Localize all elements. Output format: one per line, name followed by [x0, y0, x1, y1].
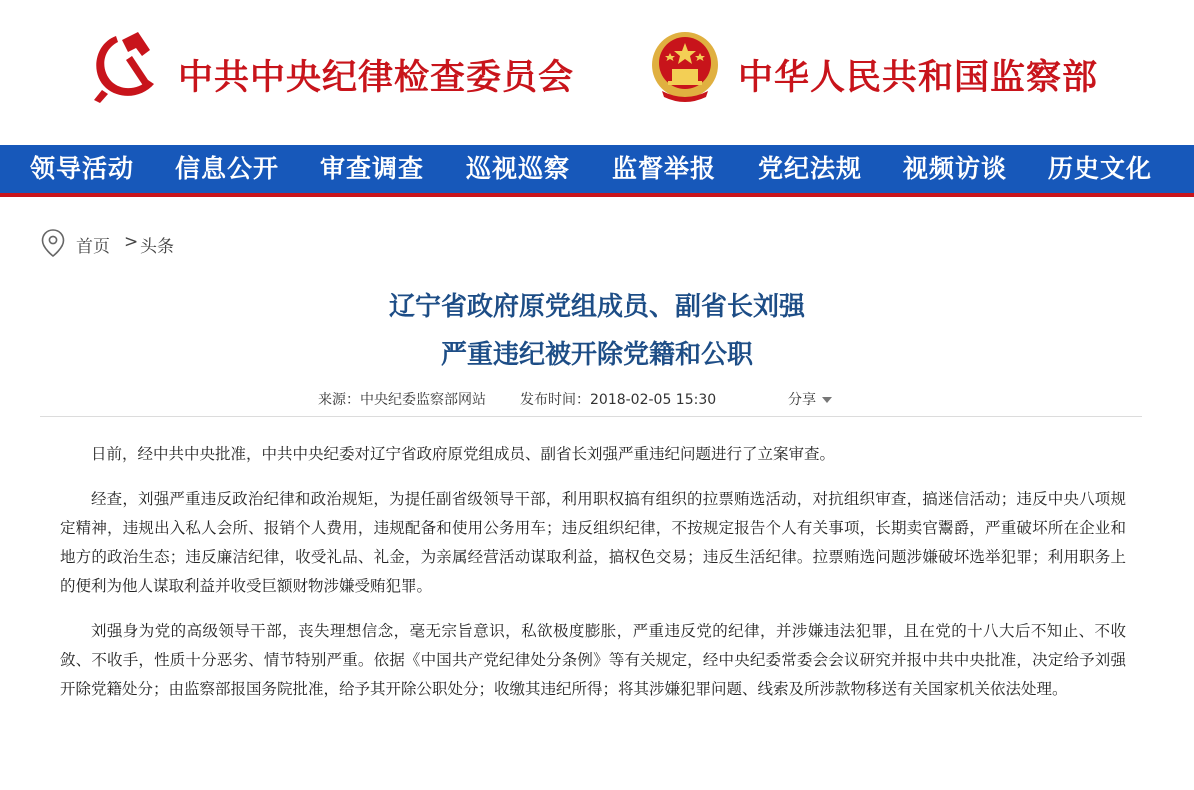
- article-paragraph: 刘强身为党的高级领导干部，丧失理想信念，毫无宗旨意识，私欲极度膨胀，严重违反党的纪律，并涉嫌违法犯罪，且在党的十八大后不知止、不收敛、不收手，性质十分恶劣、情节特别严重。依据《中国共产党纪律处分条例》等有关规定，经中央纪委常委会会议研究并报中共中央批准，决定给予刘强开除党籍处分；由监察部报国务院批准，给予其开除公职处分；收缴其违纪所得；将其涉嫌犯罪问题、线索及所涉款物移送有关国家机关依法处理。: [60, 622, 1126, 698]
- nav-item-info-disclosure[interactable]: 信息公开: [175, 154, 280, 183]
- article-paragraph: 日前，经中共中央批准，中共中央纪委对辽宁省政府原党组成员、副省长刘强严重违纪问题进行了立案审查。: [91, 445, 836, 463]
- nav-item-supervision-report[interactable]: 监督举报: [612, 154, 717, 183]
- article-body: [60, 440, 1126, 720]
- nav-item-inspection[interactable]: 巡视巡察: [466, 154, 571, 183]
- hammer-sickle-icon[interactable]: [88, 28, 162, 104]
- divider: [40, 416, 1142, 417]
- article-paragraph: 经查，刘强严重违反政治纪律和政治规矩，为提任副省级领导干部，利用职权搞有组织的拉票贿选活动，对抗组织审查，搞迷信活动；违反中央八项规定精神，违规出入私人会所、报销个人费用，违规配备和使用公务用车；违反组织纪律，不按规定报告个人有关事项，长期卖官鬻爵，严重破坏所在企业和地方的政治生态；违反廉洁纪律，收受礼品、礼金，为亲属经营活动谋取利益，搞权色交易；违反生活纪律。拉票贿选问题涉嫌破坏选举犯罪；利用职务上的便利为他人谋取利益并收受巨额财物涉嫌受贿犯罪。: [60, 490, 1126, 595]
- main-nav: [0, 145, 1194, 197]
- article-source: 来源：中央纪委监察部网站: [318, 392, 486, 408]
- breadcrumb-home-link[interactable]: 首页: [76, 237, 110, 257]
- nav-item-video-interviews[interactable]: 视频访谈: [903, 154, 1008, 183]
- site-header: [0, 0, 1194, 145]
- national-emblem-icon[interactable]: [648, 29, 722, 105]
- article-publish-time: 发布时间：2018-02-05 15:30: [520, 392, 717, 408]
- site-title-ccdi: 中共中央纪律检查委员会: [178, 57, 575, 98]
- breadcrumb-current[interactable]: 头条: [140, 237, 174, 257]
- nav-item-party-regulations[interactable]: 党纪法规: [758, 154, 863, 183]
- nav-item-investigation[interactable]: 审查调查: [320, 154, 425, 183]
- nav-item-history-culture[interactable]: 历史文化: [1048, 154, 1153, 183]
- location-pin-icon: [40, 228, 66, 258]
- breadcrumb-separator: >: [124, 232, 139, 252]
- article-title-line1: 辽宁省政府原党组成员、副省长刘强: [388, 292, 805, 322]
- nav-item-leadership[interactable]: 领导活动: [30, 154, 135, 183]
- site-title-ministry: 中华人民共和国监察部: [738, 57, 1099, 98]
- share-label: 分享: [788, 392, 816, 408]
- share-button[interactable]: [788, 389, 832, 409]
- chevron-down-icon: [822, 397, 832, 403]
- article-title-line2: 严重违纪被开除党籍和公职: [440, 340, 753, 370]
